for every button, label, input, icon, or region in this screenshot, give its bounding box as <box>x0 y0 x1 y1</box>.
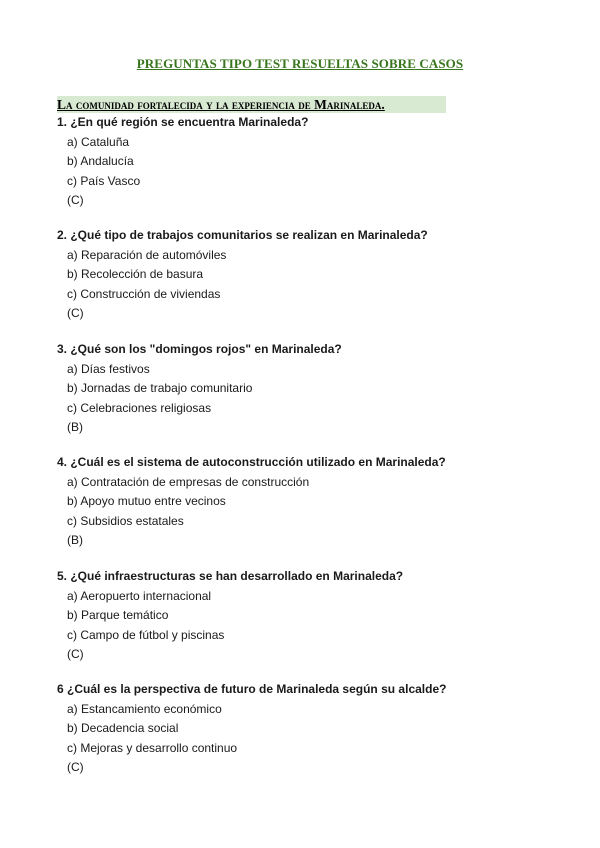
answer: (B) <box>67 533 83 547</box>
answer: (C) <box>67 193 84 207</box>
option-a: a) Contratación de empresas de construcción <box>67 474 310 489</box>
option-c: c) Celebraciones religiosas <box>67 400 212 415</box>
option-a: a) Reparación de automóviles <box>67 247 227 262</box>
question-block <box>57 453 577 551</box>
question-block <box>57 226 577 324</box>
question-text: 5. ¿Qué infraestructuras se han desarrollado en Marinaleda? <box>57 569 404 583</box>
option-c: c) Mejoras y desarrollo continuo <box>67 740 238 755</box>
answer: (C) <box>67 647 84 661</box>
question-text: 1. ¿En qué región se encuentra Marinaleda? <box>57 115 309 129</box>
question-text: 4. ¿Cuál es el sistema de autoconstrucción utilizado en Marinaleda? <box>57 455 446 469</box>
question-block <box>57 567 577 665</box>
option-a: a) Días festivos <box>67 361 150 376</box>
option-a: a) Aeropuerto internacional <box>67 588 212 603</box>
question-block <box>57 680 577 778</box>
option-a: a) Cataluña <box>67 134 130 149</box>
question-text: 2. ¿Qué tipo de trabajos comunitarios se realizan en Marinaleda? <box>57 228 428 242</box>
answer: (C) <box>67 760 84 774</box>
question-block <box>57 113 577 211</box>
question-text: 3. ¿Qué son los "domingos rojos" en Marinaleda? <box>57 342 342 356</box>
question-text: 6 ¿Cuál es la perspectiva de futuro de Marinaleda según su alcalde? <box>57 682 447 696</box>
option-c: c) Campo de fútbol y piscinas <box>67 627 225 642</box>
option-b: b) Decadencia social <box>67 721 179 735</box>
option-b: b) Parque temático <box>67 608 169 622</box>
section-title: La comunidad fortalecida y la experiencia de Marinaleda. <box>57 96 446 113</box>
option-b: b) Jornadas de trabajo comunitario <box>67 381 253 395</box>
answer: (C) <box>67 306 84 320</box>
option-c: c) Construcción de viviendas <box>67 286 221 301</box>
page-title: PREGUNTAS TIPO TEST RESUELTAS SOBRE CASOS <box>136 56 464 71</box>
question-block <box>57 340 577 438</box>
option-c: c) Subsidios estatales <box>67 513 184 528</box>
answer: (B) <box>67 420 83 434</box>
option-c: c) País Vasco <box>67 173 141 188</box>
option-b: b) Andalucía <box>67 154 134 168</box>
option-b: b) Apoyo mutuo entre vecinos <box>67 494 226 508</box>
option-b: b) Recolección de basura <box>67 267 204 281</box>
option-a: a) Estancamiento económico <box>67 701 222 716</box>
